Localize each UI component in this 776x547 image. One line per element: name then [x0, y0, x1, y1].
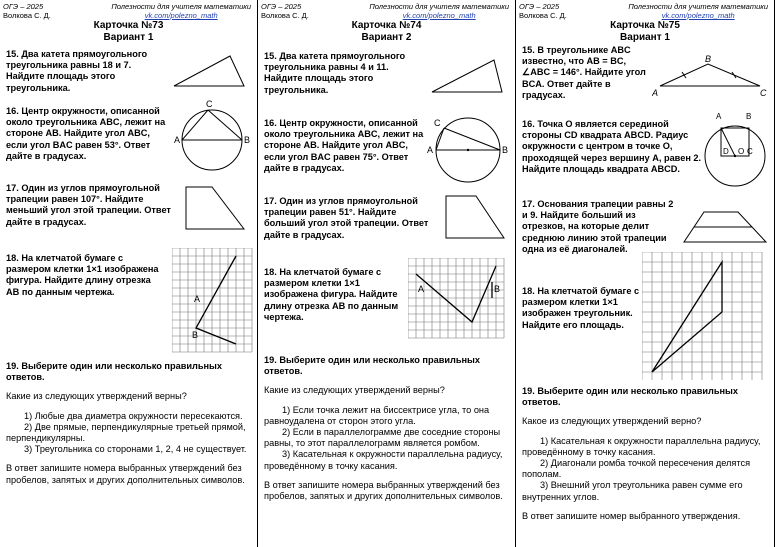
- card-75: [516, 0, 775, 547]
- task-number: 19.: [6, 361, 19, 371]
- statement-3: 3) Касательная к окружности параллельна радиусу, проведённому в точку касания.: [264, 449, 503, 471]
- vk-link[interactable]: vk.com/polezno_math: [402, 11, 476, 20]
- exam-label: ОГЭ – 2025: [519, 2, 560, 11]
- question: Какие из следующих утверждений верны?: [6, 391, 187, 402]
- task-text: Центр окружности, описанной около треугольника ABC, лежит на стороне AB. Найдите угол ABC, если угол BAC равен 75°. Ответ дайте в градусах.: [264, 118, 424, 173]
- task-title: Выберите один или несколько правильных ответов.: [6, 361, 222, 383]
- vk-link[interactable]: vk.com/polezno_math: [144, 11, 218, 20]
- label-B: B: [494, 284, 501, 294]
- task-17: [6, 183, 176, 228]
- task-number: 17.: [6, 183, 19, 193]
- task-19: [6, 361, 251, 486]
- task-title: Выберите один или несколько правильных ответов.: [522, 386, 738, 408]
- task-19: [522, 386, 768, 522]
- card-number: Карточка №73: [93, 20, 164, 31]
- task-number: 18.: [6, 253, 19, 263]
- variant-label: Вариант 1: [103, 32, 154, 43]
- label-C: C: [206, 99, 213, 109]
- trapezoid-figure: [182, 183, 250, 233]
- card-header-right: [369, 2, 509, 20]
- trapezoid-figure: [442, 192, 508, 242]
- task-text: Один из углов прямоугольной трапеции равен 51°. Найдите больший угол этой трапеции. Ответ дайте в градусах.: [264, 196, 429, 240]
- task-16: [264, 118, 424, 174]
- card-header-left: [3, 2, 51, 20]
- statement-1: 1) Касательная к окружности параллельна радиусу, проведённому в точку касания.: [522, 435, 761, 457]
- variant-label: Вариант 2: [361, 32, 412, 43]
- task-number: 16.: [522, 119, 535, 129]
- statement-1: 1) Если точка лежит на биссектрисе угла, то она равноудалена от сторон этого угла.: [264, 404, 490, 426]
- statement-2: 2) Диагонали ромба точкой пересечения делятся пополам.: [522, 458, 751, 480]
- answer-instructions: В ответ запишите номера выбранных утверждений без пробелов, запятых и других дополнительных символов.: [6, 463, 245, 485]
- statement-3: 3) Треугольника со сторонами 1, 2, 4 не существует.: [24, 444, 247, 455]
- label-C: C: [760, 88, 767, 98]
- task-text: На клетчатой бумаге с размером клетки 1×1 изображен треугольник. Найдите его площадь.: [522, 286, 640, 330]
- exam-label: ОГЭ – 2025: [261, 2, 302, 11]
- label-B: B: [746, 112, 752, 121]
- label-A: A: [427, 145, 434, 155]
- tagline: Полезности для учителя математики: [111, 2, 251, 11]
- task-18: [264, 267, 404, 323]
- label-A: A: [652, 88, 659, 98]
- task-18: [522, 286, 640, 331]
- label-B: B: [192, 330, 199, 340]
- task-15: [264, 51, 419, 96]
- task-number: 18.: [522, 286, 535, 296]
- tagline: Полезности для учителя математики: [628, 2, 768, 11]
- grid-figure: [408, 258, 508, 340]
- card-number: Карточка №75: [610, 20, 680, 31]
- task-16: [6, 106, 166, 162]
- author-label: Волкова С. Д.: [3, 11, 51, 20]
- task-title: Выберите один или несколько правильных ответов.: [264, 355, 480, 377]
- statement-2: 2) Если в параллелограмме две соседние стороны равны, то этот параллелограмм является ромбом.: [264, 427, 501, 449]
- task-text: На клетчатой бумаге с размером клетки 1×1 изображена фигура. Найдите длину отрезка AB по данным чертежа.: [264, 267, 399, 322]
- task-text: Основания трапеции равны 2 и 9. Найдите больший из отрезков, на которые делит среднюю линию этой трапеции одна из её диагоналей.: [522, 199, 674, 254]
- card-header-right: [628, 2, 768, 20]
- task-number: 19.: [522, 386, 535, 396]
- task-number: 18.: [264, 267, 277, 277]
- card-74: [258, 0, 516, 547]
- task-number: 17.: [264, 196, 277, 206]
- task-number: 16.: [264, 118, 277, 128]
- author-label: Волкова С. Д.: [261, 11, 309, 20]
- label-D: D: [723, 147, 729, 156]
- label-O: O: [738, 147, 745, 156]
- task-17: [264, 196, 434, 241]
- label-A: A: [418, 284, 425, 294]
- card-number: Карточка №74: [351, 20, 422, 31]
- task-15: [522, 45, 650, 101]
- label-C: C: [434, 118, 441, 128]
- question: Какое из следующих утверждений верно?: [522, 416, 702, 427]
- task-18: [6, 253, 166, 298]
- right-triangle-figure: [428, 56, 508, 96]
- task-15: [6, 49, 156, 94]
- tagline: Полезности для учителя математики: [369, 2, 509, 11]
- label-B: B: [244, 135, 251, 145]
- task-text: Два катета прямоугольного треугольника равны 4 и 11. Найдите площадь этого треугольника.: [264, 51, 406, 95]
- task-text: Центр окружности, описанной около треугольника ABC, лежит на стороне AB. Найдите угол ABC, если угол BAC равен 53°. Ответ дайте в градусах.: [6, 106, 166, 161]
- task-number: 16.: [6, 106, 19, 116]
- statement-2: 2) Две прямые, перпендикулярные третьей прямой, перпендикулярны.: [6, 421, 246, 444]
- label-B: B: [502, 145, 509, 155]
- card-title: [0, 20, 257, 44]
- task-17: [522, 199, 677, 255]
- grid-figure: [642, 252, 770, 382]
- grid-figure: [172, 248, 254, 356]
- card-title: [516, 20, 774, 44]
- label-C: C: [747, 147, 753, 156]
- task-number: 19.: [264, 355, 277, 365]
- question: Какие из следующих утверждений верны?: [264, 385, 445, 396]
- exam-label: ОГЭ – 2025: [3, 2, 44, 11]
- circle-triangle-figure: [426, 112, 512, 188]
- label-A: A: [716, 112, 722, 121]
- label-B: B: [705, 54, 712, 64]
- task-text: Один из углов прямоугольной трапеции равен 107°. Найдите меньший угол этой трапеции. Ответ дайте в градусах.: [6, 183, 171, 227]
- card-73: [0, 0, 258, 547]
- square-circle-figure: [702, 108, 768, 190]
- task-number: 15.: [264, 51, 277, 61]
- task-number: 17.: [522, 199, 535, 209]
- task-text: Два катета прямоугольного треугольника равны 18 и 7. Найдите площадь этого треугольника.: [6, 49, 148, 93]
- circle-triangle-figure: [172, 98, 256, 176]
- label-A: A: [174, 135, 181, 145]
- answer-instructions: В ответ запишите номера выбранных утверждений без пробелов, запятых и других дополнительных символов.: [264, 479, 503, 502]
- task-number: 15.: [522, 45, 535, 55]
- variant-label: Вариант 1: [620, 32, 670, 43]
- trapezoid-figure: [680, 208, 772, 246]
- card-header-right: [111, 2, 251, 20]
- vk-link[interactable]: vk.com/polezno_math: [661, 11, 735, 20]
- isosceles-triangle-figure: [652, 54, 770, 98]
- task-16: [522, 119, 702, 175]
- statement-3: 3) Внешний угол треугольника равен сумме его внутренних углов.: [522, 480, 743, 502]
- statement-1: 1) Любые два диаметра окружности пересекаются.: [24, 410, 243, 421]
- answer-instructions: В ответ запишите номер выбранного утверждения.: [522, 510, 741, 521]
- card-header-left: [519, 2, 567, 20]
- card-header-left: [261, 2, 309, 20]
- right-triangle-figure: [170, 52, 248, 90]
- task-text: На клетчатой бумаге с размером клетки 1×1 изображена фигура. Найдите длину отрезка AB по данным чертежа.: [6, 253, 159, 297]
- label-A: A: [194, 294, 201, 304]
- task-19: [264, 355, 509, 502]
- author-label: Волкова С. Д.: [519, 11, 567, 20]
- task-text: Точка O является серединой стороны CD квадрата ABCD. Радиус окружности с центром в точке O, проходящей через вершину A, равен 2. Найдите площадь квадрата ABCD.: [522, 119, 702, 174]
- task-text: В треугольнике ABC известно, что AB = BC, ∠ABC = 146°. Найдите угол BCA. Ответ дайте в градусах.: [522, 45, 646, 100]
- task-number: 15.: [6, 49, 19, 59]
- card-title: [258, 20, 515, 44]
